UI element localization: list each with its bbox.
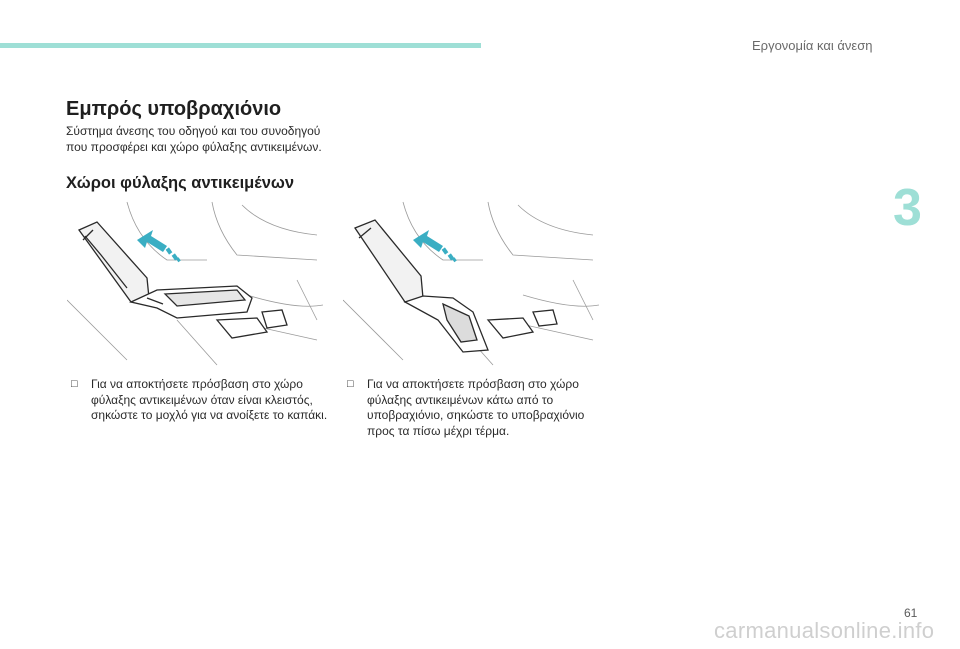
header-accent-bar — [0, 43, 481, 48]
bullet-marker-icon: □ — [71, 378, 78, 390]
section-title: Εργονομία και άνεση — [752, 38, 873, 53]
instruction-bullet — [71, 377, 331, 424]
open-direction-arrow — [137, 230, 181, 262]
lift-direction-arrow — [413, 230, 457, 262]
bullet-marker-icon: □ — [347, 378, 354, 390]
watermark: carmanualsonline.info — [714, 618, 935, 643]
page-title: Εμπρός υποβραχιόνιο — [66, 98, 282, 120]
armrest-lifted-illustration — [343, 200, 599, 370]
instruction-text: Για να αποκτήσετε πρόσβαση στο χώρο φύλαξης αντικειμένων όταν είναι κλειστός, σηκώστε το μοχλό για να ανοίξετε το καπάκι. — [91, 377, 328, 422]
instruction-bullet — [347, 377, 607, 439]
page-number: 61 — [904, 606, 918, 620]
chapter-number: 3 — [893, 179, 922, 237]
armrest-lid-open-illustration — [67, 200, 323, 370]
intro-text: Σύστημα άνεσης του οδηγού και του συνοδηγού που προσφέρει και χώρο φύλαξης αντικειμένων. — [66, 124, 322, 154]
section-subtitle: Χώροι φύλαξης αντικειμένων — [66, 174, 295, 192]
instruction-text: Για να αποκτήσετε πρόσβαση στο χώρο φύλαξης αντικειμένων κάτω από το υποβραχιόνιο, σηκώστε το υποβραχιόνιο προς τα πίσω μέχρι τέρμα. — [367, 377, 585, 438]
